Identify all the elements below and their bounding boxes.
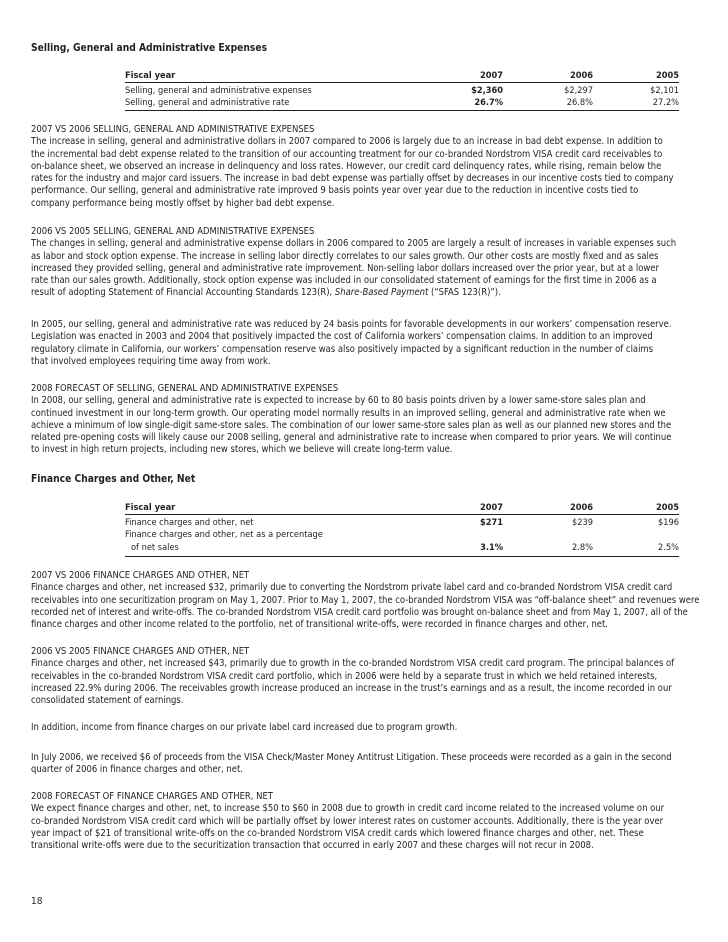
cell-2006: $2,297 bbox=[564, 85, 593, 96]
header-fiscal-year: Fiscal year bbox=[125, 502, 176, 513]
italic-title: Share-Based Payment bbox=[334, 287, 429, 299]
paragraph-heading: 2006 VS 2005 FINANCE CHARGES AND OTHER, NET bbox=[31, 646, 250, 657]
table-row bbox=[125, 517, 679, 529]
row-label: Selling, general and administrative expenses bbox=[125, 85, 312, 96]
header-2006: 2006 bbox=[569, 502, 593, 513]
paragraph-line: regulatory climate in California, our workers’ compensation reserve was also positively impacted by a significant reduction in the number of claims bbox=[31, 343, 654, 355]
cell-2006: 2.8% bbox=[572, 542, 593, 553]
paragraph-line: rate than our sales growth. Additionally, stock option expense was included in our consolidated statement of earnings for the first time in 2006 as a bbox=[31, 275, 657, 287]
paragraph-line: Finance charges and other, net increased $43, primarily due to growth in the co-branded Nordstrom VISA credit card program. The principal balances of bbox=[31, 658, 675, 670]
cell-2007: $271 bbox=[479, 517, 503, 528]
header-2007: 2007 bbox=[479, 502, 503, 513]
paragraph-line: The increase in selling, general and administrative dollars in 2007 compared to 2006 is largely due to an increase in bad debt expense. In addition to bbox=[31, 136, 663, 148]
paragraph-line: recorded net of interest and write-offs. The co-branded Nordstrom VISA credit card portfolio was brought on-balance sheet and from May 1, 2007, all of the bbox=[31, 606, 688, 618]
cell-2006: $239 bbox=[571, 517, 593, 528]
line-text: (“SFAS 123(R)”). bbox=[428, 287, 501, 299]
header-2005: 2005 bbox=[655, 502, 679, 513]
table-row bbox=[125, 529, 679, 555]
paragraph-line: the incremental bad debt expense related to the transition of our accounting treatment for our co-branded Nordstrom VISA credit card receivables to bbox=[31, 148, 663, 160]
line-text: result of adopting Statement of Financial Accounting Standards 123(R), bbox=[31, 287, 335, 299]
table-rule bbox=[125, 556, 679, 557]
header-2007: 2007 bbox=[479, 70, 503, 81]
paragraph-line: year impact of $21 of transitional write-offs on the co-branded Nordstrom VISA credit cards which lowered finance charges and other, net. These bbox=[31, 827, 644, 839]
paragraph-line: finance charges and other income related to the portfolio, net of transitional write-offs, were recorded in finance charges and other, net. bbox=[31, 619, 608, 631]
page-number: 18 bbox=[31, 896, 43, 907]
cell-2006: 26.8% bbox=[566, 97, 593, 108]
paragraph-line: receivables in the co-branded Nordstrom VISA credit card portfolio, which in 2006 were held by a separate trust in which we held retained interests, bbox=[31, 670, 658, 682]
paragraph-line: on-balance sheet, we observed an increase in delinquency and loss rates. However, our credit card delinquency rates, while rising, remain below the bbox=[31, 160, 662, 172]
row-label-continued: of net sales bbox=[131, 542, 179, 553]
paragraph-line: as labor and stock option expense. The increase in selling labor directly correlates to our sales growth. Our other costs are mostly fixed and as sales bbox=[31, 250, 659, 262]
paragraph-line: related pre-opening costs will likely cause our 2008 selling, general and administrative rate to increase when compared to prior years. We will continue bbox=[31, 432, 672, 444]
paragraph-line: to invest in high return projects, including new stores, which we believe will create long-term value. bbox=[31, 444, 453, 456]
sga-section-title: Selling, General and Administrative Expenses bbox=[31, 43, 268, 54]
paragraph-sga-2006-vs-2005 bbox=[31, 226, 711, 300]
paragraph-line: performance. Our selling, general and administrative rate improved 9 basis points year over year due to the reduction in incentive costs tied to bbox=[31, 185, 639, 197]
paragraph-line: The changes in selling, general and administrative expense dollars in 2006 compared to 2005 are largely a result of increases in variable expenses such bbox=[31, 238, 677, 250]
paragraph-line: increased they provided selling, general and administrative rate improvement. Non-selling labor dollars increased over the prior year, but at a lower bbox=[31, 262, 659, 274]
row-label: Finance charges and other, net bbox=[125, 517, 254, 528]
paragraph-heading: 2008 FORECAST OF FINANCE CHARGES AND OTHER, NET bbox=[31, 791, 273, 802]
cell-2007: 26.7% bbox=[474, 97, 503, 108]
paragraph-finance-visa-litigation bbox=[31, 752, 711, 777]
finance-table bbox=[125, 502, 679, 556]
paragraph-finance-2007-vs-2006 bbox=[31, 570, 711, 631]
paragraph-line: quarter of 2006 in finance charges and other, net. bbox=[31, 764, 243, 776]
paragraph-heading: 2008 FORECAST OF SELLING, GENERAL AND ADMINISTRATIVE EXPENSES bbox=[31, 383, 339, 394]
sga-table bbox=[125, 70, 679, 110]
paragraph-line: Finance charges and other, net increased $32, primarily due to converting the Nordstrom private label card and co-branded Nordstrom VISA credit card bbox=[31, 582, 673, 594]
table-rule bbox=[125, 82, 679, 83]
paragraph-line: transitional write-offs were due to the securitization transaction that occurred in early 2007 and these charges will not recur in 2008. bbox=[31, 840, 594, 852]
paragraph-line: consolidated statement of earnings. bbox=[31, 695, 184, 707]
paragraph-sga-2007-vs-2006 bbox=[31, 124, 711, 210]
paragraph-finance-2006-vs-2005 bbox=[31, 646, 711, 707]
paragraph-heading: 2007 VS 2006 SELLING, GENERAL AND ADMINISTRATIVE EXPENSES bbox=[31, 124, 315, 135]
header-2006: 2006 bbox=[569, 70, 593, 81]
table-rule bbox=[125, 514, 679, 515]
cell-2007: 3.1% bbox=[480, 542, 503, 553]
paragraph-line: continued investment in our long-term growth. Our operating model normally results in an improved selling, general and administrative rate when we bbox=[31, 407, 666, 419]
paragraph-line: co-branded Nordstrom VISA credit card which will be partially offset by lower interest rates on customer accounts. Additionally, there is the year over bbox=[31, 815, 664, 827]
paragraph-line bbox=[31, 287, 711, 299]
cell-2007: $2,360 bbox=[471, 85, 503, 96]
paragraph-finance-2008-forecast bbox=[31, 791, 711, 852]
paragraph-heading: 2007 VS 2006 FINANCE CHARGES AND OTHER, NET bbox=[31, 570, 250, 581]
table-rule bbox=[125, 110, 679, 111]
finance-table-header bbox=[125, 502, 679, 514]
paragraph-line: In July 2006, we received $6 of proceeds from the VISA Check/Master Money Antitrust Litigation. These proceeds were recorded as a gain in the second bbox=[31, 752, 672, 763]
cell-2005: 27.2% bbox=[652, 97, 679, 108]
sga-table-header bbox=[125, 70, 679, 82]
row-label: Selling, general and administrative rate bbox=[125, 97, 290, 108]
paragraph-line: increased 22.9% during 2006. The receivables growth increase produced an increase in the trust’s earnings and as a result, the income recorded in our bbox=[31, 682, 672, 694]
paragraph-sga-2008-forecast bbox=[31, 383, 711, 457]
cell-2005: $196 bbox=[657, 517, 679, 528]
table-row bbox=[125, 97, 679, 109]
paragraph-line: company performance being mostly offset by higher bad debt expense. bbox=[31, 197, 335, 209]
paragraph-finance-private-label bbox=[31, 722, 711, 734]
paragraph-line: receivables into one securitization program on May 1, 2007. Prior to May 1, 2007, the co-branded Nordstrom VISA was “off-balance sheet” and revenues were bbox=[31, 594, 700, 606]
table-row bbox=[125, 85, 679, 97]
paragraph-heading: 2006 VS 2005 SELLING, GENERAL AND ADMINISTRATIVE EXPENSES bbox=[31, 226, 315, 237]
finance-section-title: Finance Charges and Other, Net bbox=[31, 474, 196, 485]
paragraph-line: In 2005, our selling, general and administrative rate was reduced by 24 basis points for favorable developments in our workers’ compensation reserve. bbox=[31, 319, 672, 330]
header-2005: 2005 bbox=[655, 70, 679, 81]
paragraph-line: In 2008, our selling, general and administrative rate is expected to increase by 60 to 80 basis points driven by a lower same-store sales plan and bbox=[31, 395, 646, 407]
paragraph-line: In addition, income from finance charges on our private label card increased due to program growth. bbox=[31, 722, 458, 733]
cell-2005: 2.5% bbox=[658, 542, 679, 553]
paragraph-line: Legislation was enacted in 2003 and 2004 that positively impacted the cost of California workers’ compensation claims. In addition to an improved bbox=[31, 331, 653, 343]
paragraph-line: We expect finance charges and other, net, to increase $50 to $60 in 2008 due to growth in credit card income related to the increased volume on our bbox=[31, 803, 665, 815]
cell-2005: $2,101 bbox=[650, 85, 679, 96]
paragraph-sga-2005-workers-comp bbox=[31, 319, 711, 368]
paragraph-line: achieve a minimum of low single-digit same-store sales. The combination of our lower same-store sales plan as well as our planned new stores and the bbox=[31, 419, 672, 431]
header-fiscal-year: Fiscal year bbox=[125, 70, 176, 81]
row-label: Finance charges and other, net as a percentage bbox=[125, 529, 323, 540]
paragraph-line: that involved employees requiring time away from work. bbox=[31, 355, 271, 367]
paragraph-line: rates for the industry and major card issuers. The increase in bad debt expense was partially offset by decreases in our incentive costs tied to company bbox=[31, 173, 674, 185]
